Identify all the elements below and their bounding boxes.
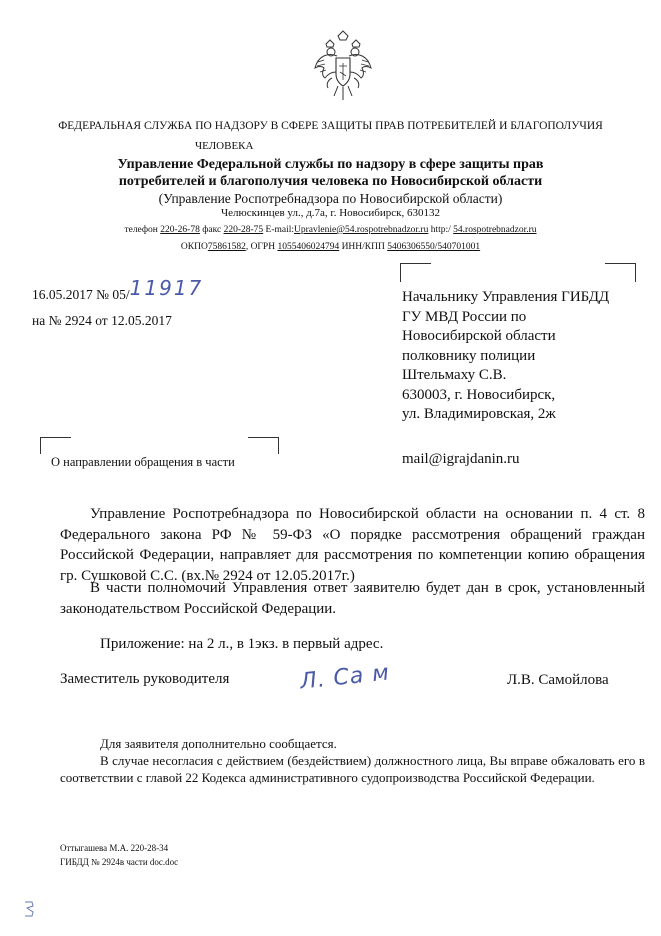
addressee-line: ГУ МВД России по	[402, 308, 527, 325]
website-link[interactable]: 54.rospotrebnadzor.ru	[453, 225, 537, 235]
addressee-block	[402, 288, 609, 425]
signatory-position: Заместитель руководителя	[60, 671, 230, 687]
note-text: В случае несогласия с действием (бездействием) должностного лица, Вы вправе обжаловать его в соответствии с главой 22 Кодекса административного судопроизводства Российской Федерации.	[60, 753, 645, 785]
agency-name-line2: ЧЕЛОВЕКА	[195, 140, 254, 152]
scan-mark-icon	[22, 900, 36, 918]
registration-line: ОКПО75861582, ОГРН 1055406024794 ИНН/КПП 5406306550/540701001	[180, 242, 481, 252]
dept-address: Челюскинцев ул., д.7а, г. Новосибирск, 630132	[220, 207, 441, 219]
contact-line: телефон 220-26-78 факс 220-28-75 E-mail:Upravlenie@54.rospotrebnadzor.ru http:/ 54.rospotrebnadzor.ru	[124, 225, 537, 235]
addressee-line: ул. Владимировская, 2ж	[402, 406, 556, 422]
dept-short-name: (Управление Роспотребнадзора по Новосибирской области)	[158, 191, 503, 206]
address-corner-left	[400, 263, 431, 282]
agency-name-line1: ФЕДЕРАЛЬНАЯ СЛУЖБА ПО НАДЗОРУ В СФЕРЕ ЗАЩИТЫ ПРАВ ПОТРЕБИТЕЛЕЙ И БЛАГОПОЛУЧИЯ	[58, 120, 603, 132]
subject-corner-left	[40, 437, 71, 454]
inn-value: 5406306550/540701001	[387, 242, 481, 252]
addressee-email[interactable]: mail@igrajdanin.ru	[402, 451, 520, 467]
email-link[interactable]: Upravlenie@54.rospotrebnadzor.ru	[294, 225, 429, 235]
handwritten-signature: Л. Са м	[298, 660, 392, 695]
handwritten-number: 11917	[129, 276, 204, 300]
addressee-line: Новосибирской области	[402, 328, 556, 344]
address-corner-right	[605, 263, 636, 282]
attachment-line: Приложение: на 2 л., в 1экз. в первый адрес.	[100, 636, 384, 652]
coat-of-arms-icon	[312, 30, 374, 102]
body-paragraph-1: Управление Роспотребнадзора по Новосибирской области на основании п. 4 ст. 8 Федерального закона РФ № 59-ФЗ «О порядке рассмотрения обращений граждан Российской Федерации, направляет для рассмотрения по компетенции копию обращения гр. Сушковой С.С. (вх.№ 2924 от 12.05.2017г.)	[60, 506, 645, 584]
addressee-line: 630003, г. Новосибирск,	[402, 386, 556, 403]
addressee-line: полковнику полиции	[402, 347, 536, 364]
subject-line: О направлении обращения в части	[51, 455, 235, 469]
dept-name-line2: потребителей и благополучия человека по Новосибирской области	[118, 174, 543, 189]
phone-number: 220-26-78	[160, 225, 200, 235]
executor-line: Оттыгашева М.А. 220-28-34	[60, 843, 169, 853]
okpo-value: 75861582	[207, 242, 246, 252]
signatory-name: Л.В. Самойлова	[507, 672, 609, 688]
in-reply-to: на № 2924 от 12.05.2017	[32, 313, 172, 328]
subject-corner-right	[248, 437, 279, 454]
outgoing-date-number: 16.05.2017 № 05/11917	[32, 276, 204, 302]
addressee-line: Штельмаху С.В.	[402, 367, 507, 383]
file-line: ГИБДД № 2924в части doc.doc	[60, 857, 179, 867]
ogrn-value: 1055406024794	[277, 242, 340, 252]
addressee-line: Начальнику Управления ГИБДД	[402, 289, 610, 305]
dept-name-line1: Управление Федеральной службы по надзору в сфере защиты прав	[117, 157, 544, 172]
note-intro: Для заявителя дополнительно сообщается.	[100, 736, 337, 751]
body-paragraph-2: В части полномочий Управления ответ заявителю будет дан в срок, установленный законодательством Российской Федерации.	[60, 580, 645, 617]
fax-number: 220-28-75	[223, 225, 264, 235]
